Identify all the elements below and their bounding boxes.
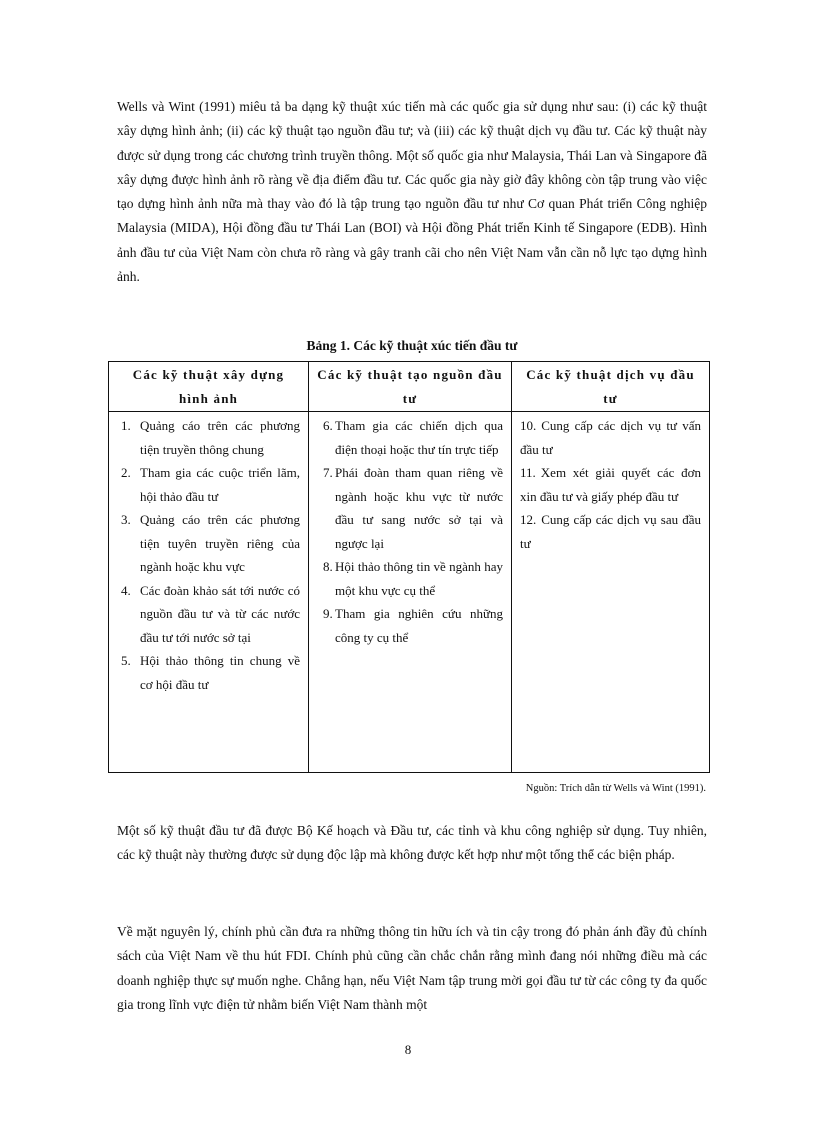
list-item <box>117 508 300 579</box>
page-number: 8 <box>404 1042 412 1057</box>
intro-paragraph: Wells và Wint (1991) miêu tả ba dạng kỹ thuật xúc tiến mà các quốc gia sử dụng như sau: (i) các kỹ thuật xây dựng hình ảnh; (ii) các kỹ thuật tạo nguồn đầu tư; và (iii) các kỹ thuật dịch vụ đầu tư. Các kỹ thuật này được sử dụng trong các chương trình truyền thông. Một số quốc gia như Malaysia, Thái Lan và Singapore đã xây dựng được hình ảnh rõ ràng về địa điểm đầu tư. Các quốc gia này giờ đây không còn tập trung vào việc tạo dựng hình ảnh nữa mà thay vào đó là tập trung tạo nguồn đầu tư như Cơ quan Phát triển Công nghiệp Malaysia (MIDA), Hội đồng đầu tư Thái Lan (BOI) và Hội đồng Phát triển Kinh tế Singapore (EDB). Hình ảnh đầu tư của Việt Nam còn chưa rõ ràng và gây tranh cãi cho nên Việt Nam vẫn cần nỗ lực tạo dựng hình ảnh. <box>117 99 707 285</box>
investment-services-cell <box>512 412 710 773</box>
list-item <box>520 414 701 461</box>
list-item <box>117 579 300 650</box>
item-number: 5. <box>121 653 131 668</box>
list-item <box>117 414 300 461</box>
list-item <box>520 461 701 508</box>
item-number: 11. <box>520 465 536 480</box>
item-number: 4. <box>121 582 131 598</box>
header-investment-generation: Các kỹ thuật tạo nguồn đầu tư <box>309 362 512 412</box>
body-paragraph: Một số kỹ thuật đầu tư đã được Bộ Kế hoạch và Đầu tư, các tỉnh và khu công nghiệp sử dụng. Tuy nhiên, các kỹ thuật này thường được sử dụng độc lập mà không được kết hợp như một tổng thể các biện pháp. <box>117 823 707 863</box>
list-item <box>317 602 503 649</box>
list-item <box>520 508 701 555</box>
table-caption: Bảng 1. Các kỹ thuật xúc tiến đầu tư <box>306 338 518 353</box>
list-item <box>317 461 503 555</box>
body-paragraph: Về mặt nguyên lý, chính phủ cần đưa ra những thông tin hữu ích và tin cậy trong đó phản ánh đầy đủ chính sách của Việt Nam về thu hút FDI. Chính phủ cũng cần chắc chắn rằng mình đang nói những điều mà các doanh nghiệp thực sự muốn nghe. Chẳng hạn, nếu Việt Nam tập trung mời gọi đầu tư từ các công ty đa quốc gia trong lĩnh vực điện tử nhằm biến Việt Nam thành một <box>117 924 707 1012</box>
item-number: 2. <box>121 465 131 480</box>
list-item <box>317 555 503 602</box>
list-item <box>117 649 300 696</box>
item-text: Hội thảo thông tin chung về cơ hội đầu tư <box>140 653 300 692</box>
item-text: Xem xét giải quyết các đơn xin đầu tư và giấy phép đầu tư <box>520 465 701 504</box>
investment-generation-cell <box>309 412 512 773</box>
promotion-techniques-table <box>108 361 710 773</box>
item-number: 8. <box>323 559 333 574</box>
item-text: Cung cấp các dịch vụ sau đầu tư <box>520 512 701 551</box>
item-text: Quảng cáo trên các phương tiện tuyên truyền riêng của ngành hoặc khu vực <box>140 512 300 574</box>
table-source-note: Nguồn: Trích dẫn từ Wells và Wint (1991). <box>525 783 706 794</box>
item-number: 12. <box>520 512 537 527</box>
header-image-building: Các kỹ thuật xây dựng hình ảnh <box>109 362 309 412</box>
item-text: Cung cấp các dịch vụ tư vấn đầu tư <box>520 418 701 457</box>
investment-generation-list <box>317 414 503 649</box>
list-item <box>317 414 503 461</box>
item-number: 7. <box>323 465 333 480</box>
header-investment-services: Các kỹ thuật dịch vụ đầu tư <box>512 362 710 412</box>
item-text: Tham gia các cuộc triển lãm, hội thảo đầu tư <box>140 465 300 504</box>
item-number: 9. <box>323 606 333 621</box>
item-number: 3. <box>121 512 131 527</box>
item-text: Các đoàn khảo sát tới nước có nguồn đầu tư và từ các nước đầu tư tới nước sở tại <box>140 582 300 645</box>
list-item <box>117 461 300 508</box>
item-number: 10. <box>520 418 537 433</box>
image-building-cell <box>109 412 309 773</box>
item-text: Phái đoàn tham quan riêng về ngành hoặc khu vực từ nước đầu tư sang nước sở tại và ngược lại <box>335 465 503 551</box>
item-number: 1. <box>121 418 131 433</box>
image-building-list <box>117 414 300 696</box>
table-header-row <box>109 362 710 412</box>
item-text: Hội thảo thông tin về ngành hay một khu vực cụ thể <box>335 559 503 598</box>
item-number: 6. <box>323 418 333 433</box>
item-text: Tham gia các chiến dịch qua điện thoại hoặc thư tín trực tiếp <box>335 418 503 457</box>
investment-services-list <box>520 414 701 555</box>
item-text: Tham gia nghiên cứu những công ty cụ thể <box>335 606 503 645</box>
table-row <box>109 412 710 773</box>
item-text: Quảng cáo trên các phương tiện truyền thông chung <box>140 418 300 457</box>
